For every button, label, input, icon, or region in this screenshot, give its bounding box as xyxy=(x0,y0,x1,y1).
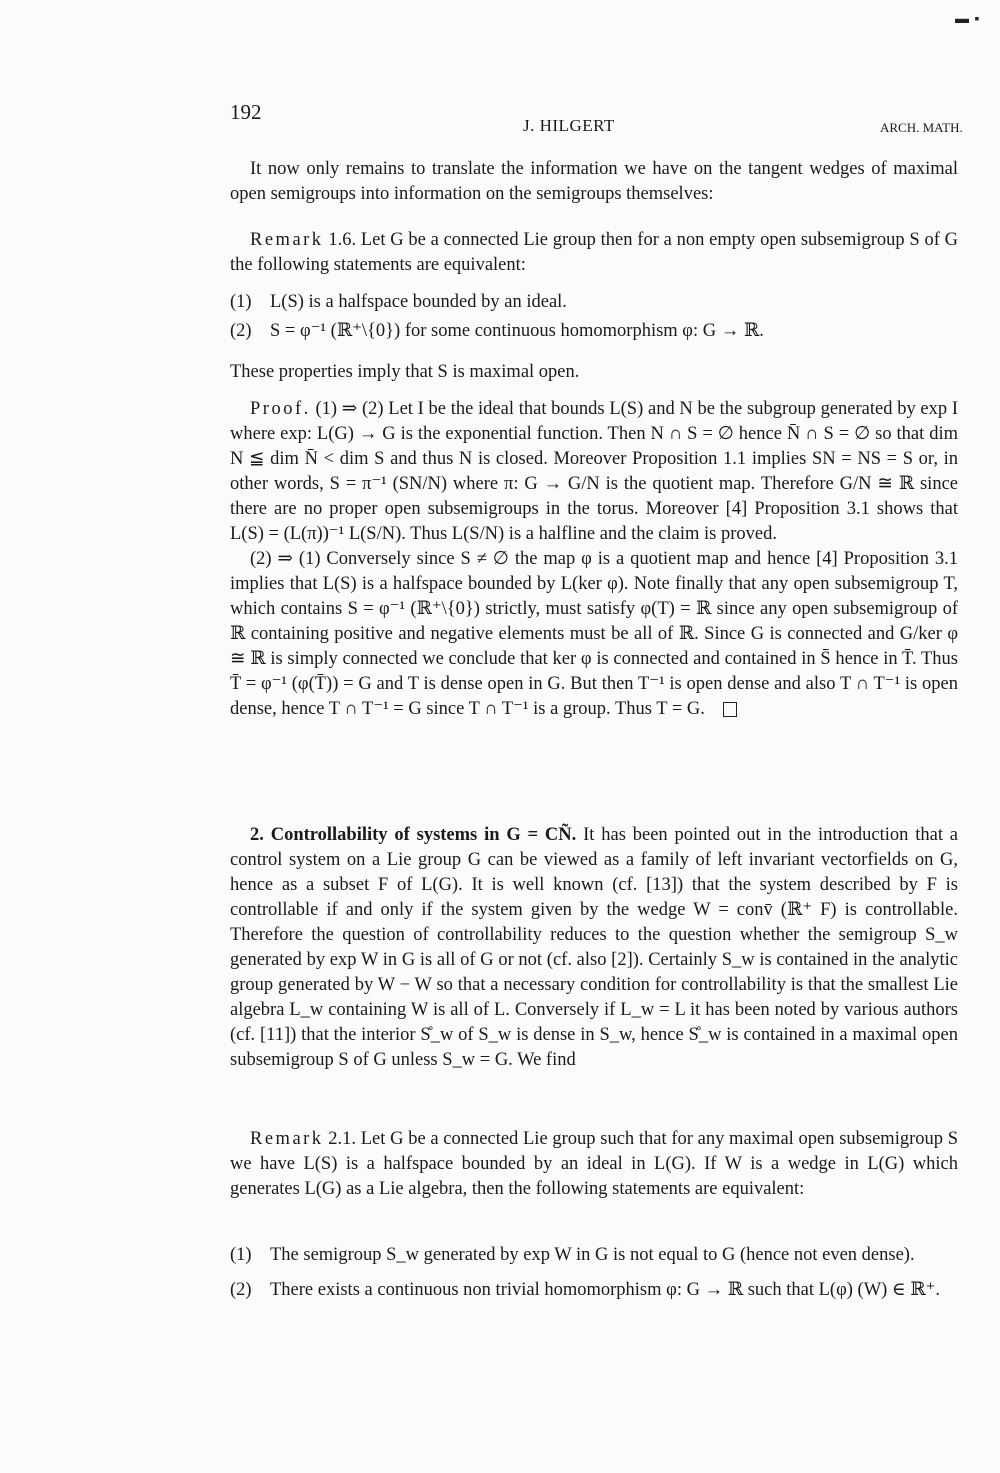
corner-mark: ▬ ▪ xyxy=(955,12,981,27)
conclusion-text: These properties imply that S is maximal open. xyxy=(230,362,580,382)
item-text: There exists a continuous non trivial homomorphism φ: G → ℝ such that L(φ) (W) ∈ ℝ⁺. xyxy=(270,1280,941,1300)
proof xyxy=(230,397,958,722)
remark-1-6-conclusion xyxy=(230,360,958,385)
intro-paragraph xyxy=(230,157,958,207)
item-number: (2) xyxy=(230,321,252,341)
intro-text: It now only remains to translate the information we have on the tangent wedges of maximal open semigroups into information on the semigroups themselves: xyxy=(230,159,958,204)
item-number: (1) xyxy=(230,292,252,312)
remark-1-6 xyxy=(230,228,958,278)
page-number: 192 xyxy=(230,100,262,124)
proof-label: Proof. xyxy=(250,399,311,419)
section-heading: 2. Controllability of systems in G = CÑ. xyxy=(250,825,577,845)
remark-label: Remark xyxy=(250,1129,324,1149)
list-item xyxy=(230,290,958,315)
remark-2-1-items xyxy=(230,1243,958,1303)
proof-text-1: (1) ⇒ (2) Let I be the ideal that bounds L(S) and N be the subgroup generated by exp I where exp: L(G) → G is the exponential function. Then N ∩ S = ∅ hence N̄ ∩ S = ∅ so that dim N ≦ dim N̄ < dim S and thus N is closed. Moreover Proposition 1.1 implies SN = NS = S or, in other words, S = π⁻¹ (SN/N) where π: G → G/N is the quotient map. Therefore G/N ≅ ℝ since there are no proper open subsemigroups in the torus. Moreover [4] Proposition 3.1 shows that L(S) = (L(π))⁻¹ L(S/N). Thus L(S/N) is a halfline and the claim is proved. xyxy=(230,399,959,544)
qed-square-icon xyxy=(723,702,737,717)
section-2 xyxy=(230,823,958,1073)
remark-text: 1.6. Let G be a connected Lie group then for a non empty open subsemigroup S of G the following statements are equivalent: xyxy=(230,230,958,275)
item-number: (1) xyxy=(230,1245,252,1265)
section-text: It has been pointed out in the introduction that a control system on a Lie group G can be viewed as a family of left invariant vectorfields on G, hence as a subset F of L(G). It is well known (cf. [13]) that the system described by F is controllable if and only if the system given by the wedge W = conv̄ (ℝ⁺ F) is controllable. Therefore the question of controllability reduces to the question whether the semigroup S_w generated by exp W in G is all of G or not (cf. also [2]). Certainly S_w is contained in the analytic group generated by W − W so that a necessary condition for controllability is that the smallest Lie algebra L_w containing W is all of L. Conversely if L_w = L it has been noted by various authors (cf. [11]) that the interior S̊_w of S_w is dense in S_w, hence S̊_w is contained in a maximal open subsemigroup S of G unless S_w = G. We find xyxy=(230,825,959,1070)
running-header-author: J. HILGERT xyxy=(523,116,615,135)
list-item xyxy=(230,1243,958,1268)
remark-label: Remark xyxy=(250,230,324,250)
item-text: L(S) is a halfspace bounded by an ideal. xyxy=(270,292,567,312)
item-text: The semigroup S_w generated by exp W in G is not equal to G (hence not even dense). xyxy=(270,1245,915,1265)
running-header-journal: ARCH. MATH. xyxy=(880,120,963,135)
remark-text: 2.1. Let G be a connected Lie group such that for any maximal open subsemigroup S we have L(S) is a halfspace bounded by an ideal in L(G). If W is a wedge in L(G) which generates L(G) as a Lie algebra, then the following statements are equivalent: xyxy=(230,1129,958,1199)
proof-text-2: (2) ⇒ (1) Conversely since S ≠ ∅ the map φ is a quotient map and hence [4] Proposition 3.1 implies that L(S) is a halfspace bounded by L(ker φ). Note finally that any open subsemigroup T, which contains S = φ⁻¹ (ℝ⁺\{0}) strictly, must satisfy φ(T) = ℝ since any open subsemigroup of ℝ containing positive and negative elements must be all of ℝ. Since G is connected and G/ker φ ≅ ℝ is simply connected we conclude that ker φ is connected and contained in S̄ hence in T̄. Thus T̄ = φ⁻¹ (φ(T̄)) = G and T is dense open in G. But then T⁻¹ is open dense and also T ∩ T⁻¹ is open dense, hence T ∩ T⁻¹ = G since T ∩ T⁻¹ is a group. Thus T = G. xyxy=(230,549,958,719)
item-text: S = φ⁻¹ (ℝ⁺\{0}) for some continuous homomorphism φ: G → ℝ. xyxy=(270,321,764,341)
remark-1-6-items xyxy=(230,290,958,344)
item-number: (2) xyxy=(230,1280,252,1300)
list-item xyxy=(230,1278,958,1303)
list-item xyxy=(230,319,958,344)
remark-2-1 xyxy=(230,1127,958,1202)
